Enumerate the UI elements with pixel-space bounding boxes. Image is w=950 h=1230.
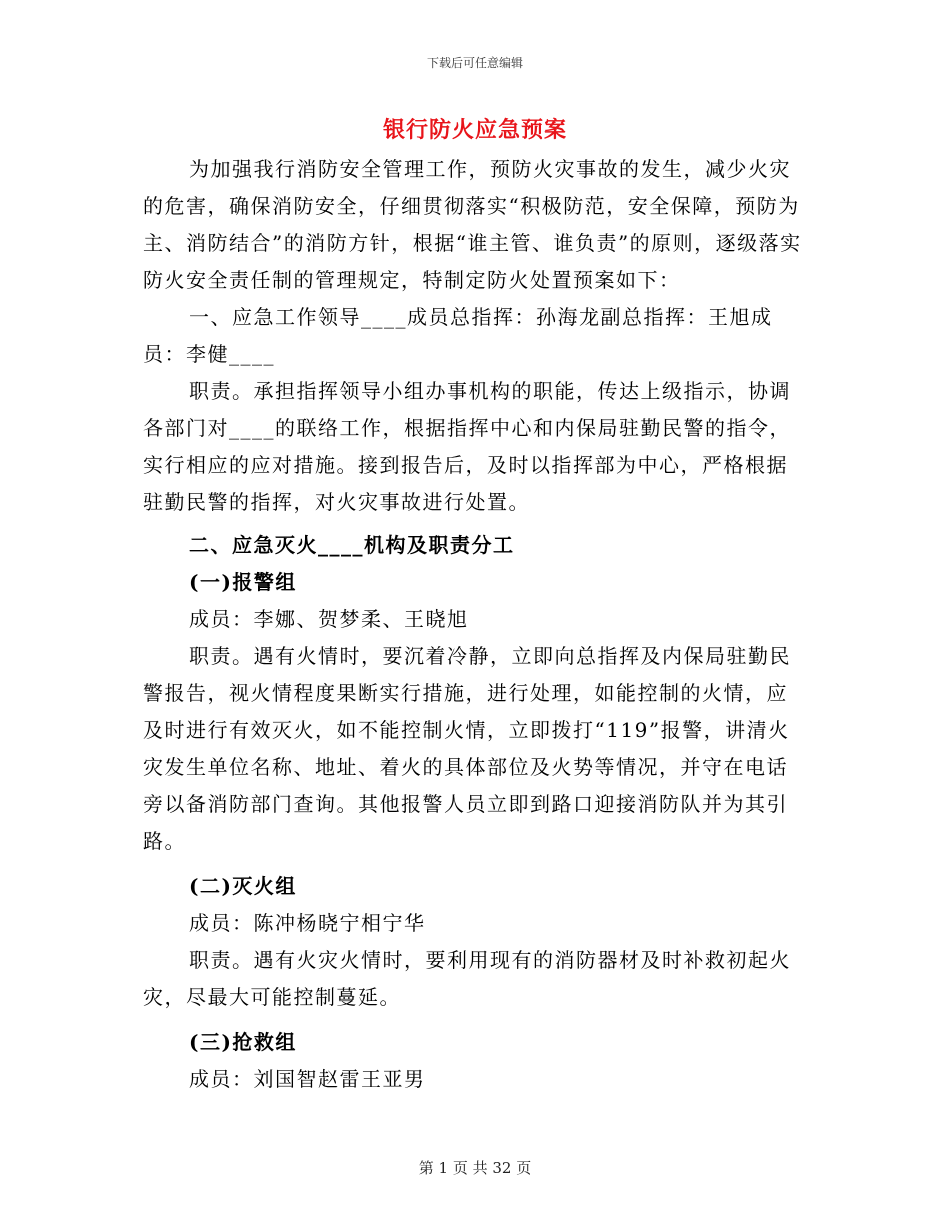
group-two-members: 成员：陈冲杨晓宁相宁华 <box>189 911 426 935</box>
group-three-members: 成员：刘国智赵雷王亚男 <box>189 1067 426 1091</box>
section-one-duty: 职责。承担指挥领导小组办事机构的职能，传达上级指示，协调各部门对____的联络工作，根据指挥中心和内保局驻勤民警的指令，实行相应的应对措施。接到报告后，及时以指挥部为中心，严格根据驻勤民警的指挥，对火灾事故进行处置。 <box>143 379 791 514</box>
group-one-heading: (一)报警组 <box>189 570 297 594</box>
group-two-heading: (二)灭火组 <box>189 874 297 898</box>
header-note: 下载后可任意编辑 <box>426 56 523 70</box>
document-body <box>143 151 808 1098</box>
group-one-duty: 职责。遇有火情时，要沉着冷静，立即向总指挥及内保局驻勤民警报告，视火情程度果断实行措施，进行处理，如能控制的火情，应及时进行有效灭火，如不能控制火情，立即拨打“119”报警，讲清火灾发生单位名称、地址、着火的具体部位及火势等情况，并守在电话旁以备消防部门查询。其他报警人员立即到路口迎接消防队并为其引路。 <box>143 644 791 853</box>
group-three-heading: (三)抢救组 <box>189 1030 297 1054</box>
group-two-duty: 职责。遇有火灾火情时，要利用现有的消防器材及时补救初起火灾，尽最大可能控制蔓延。 <box>143 948 791 1009</box>
section-two-heading: 二、应急灭火____机构及职责分工 <box>189 533 515 557</box>
group-one-members: 成员：李娜、贺梦柔、王晓旭 <box>189 607 469 631</box>
page-footer: 第 1 页 共 32 页 <box>418 1159 532 1177</box>
section-one-heading: 一、应急工作领导____成员总指挥：孙海龙副总指挥：王旭成员：李健____ <box>143 305 773 366</box>
intro-paragraph: 为加强我行消防安全管理工作，预防火灾事故的发生，减少火灾的危害，确保消防安全，仔细贯彻落实“积极防范，安全保障，预防为主、消防结合”的消防方针，根据“谁主管、谁负责”的原则，逐级落实防火安全责任制的管理规定，特制定防火处置预案如下： <box>143 157 802 292</box>
document-title: 银行防火应急预案 <box>382 117 567 143</box>
